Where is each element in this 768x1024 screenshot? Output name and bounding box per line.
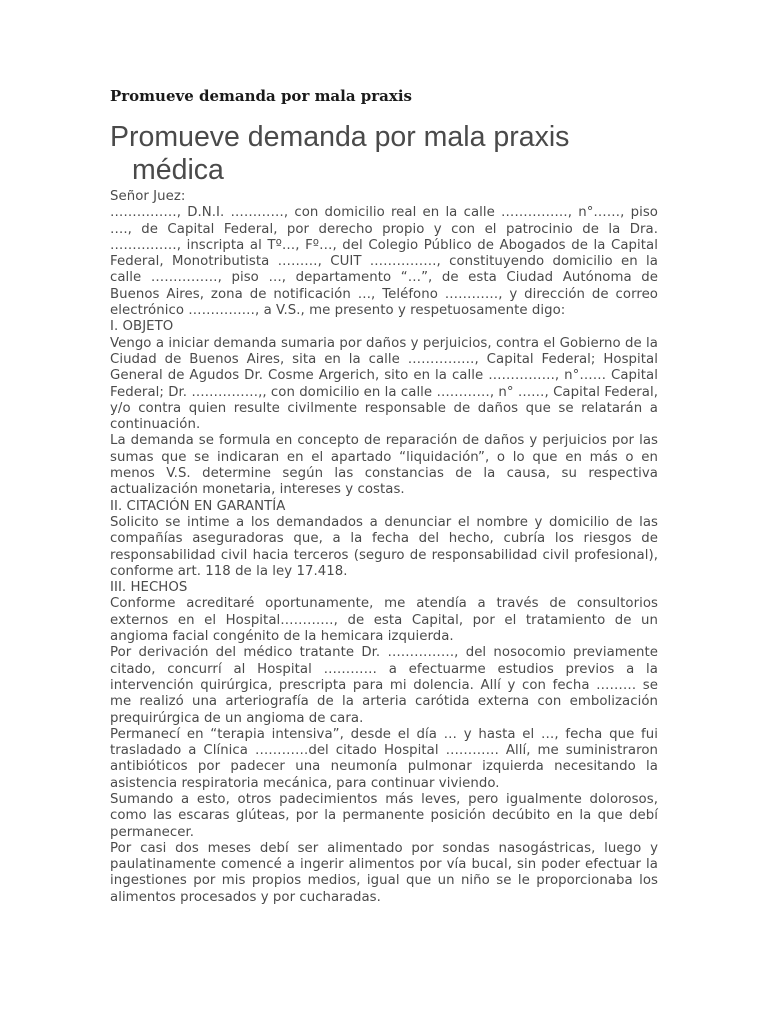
objeto-paragraph-2: La demanda se formula en concepto de reparación de daños y perjuicios por las sumas que se indicaran en el apartado “liquidación”, o lo que en más o en menos V.S. determine según las constancias de la causa, su respectiva actualización monetaria, intereses y costas. (110, 433, 658, 498)
hechos-paragraph-3: Permanecí en “terapia intensiva”, desde el día … y hasta el …, fecha que fui trasladado a Clínica …………del citado Hospital ………… Allí, me suministraron antibióticos por padecer una neumonía pulmonar izquierda necesitando la asistencia respiratoria mecánica, para continuar viviendo. (110, 726, 658, 791)
document-body (110, 189, 658, 906)
hechos-paragraph-1: Conforme acreditaré oportunamente, me atendía a través de consultorios externos en el Hospital…………, de esta Capital, por el tratamiento de un angioma facial congénito de la hemicara izquierda. (110, 596, 658, 645)
section-heading-objeto: I. OBJETO (110, 319, 174, 335)
hechos-paragraph-4: Sumando a esto, otros padecimientos más leves, pero igualmente dolorosos, como las escaras glúteas, por la permanente posición decúbito en la que debí permanecer. (110, 791, 658, 840)
page-title: Promueve demanda por mala praxis médica (110, 121, 570, 186)
objeto-paragraph-1: Vengo a iniciar demanda sumaria por daños y perjuicios, contra el Gobierno de la Ciudad de Buenos Aires, sita en la calle ……………, Capital Federal; Hospital General de Agudos Dr. Cosme Argerich, sito en la calle ……………, n°…… Capital Federal; Dr. ……………,, con domicilio en la calle …………, n° ……, Capital Federal, y/o contra quien resulte civilmente responsable de daños que se relatarán a continuación. (110, 335, 658, 433)
hechos-paragraph-5: Por casi dos meses debí ser alimentado por sondas nasogástricas, luego y paulatinamente comencé a ingerir alimentos por vía bucal, sin poder efectuar la ingestiones por mis propios medios, igual que un niño se le proporcionaba los alimentos procesados y por cucharadas. (110, 840, 658, 905)
hechos-paragraph-2: Por derivación del médico tratante Dr. ……………, del nosocomio previamente citado, concurrí al Hospital ………… a efectuarme estudios previos a la intervención quirúrgica, prescripta para mi dolencia. Allí y con fecha ……… se me realizó una arteriografía de la arteria carótida externa con embolización prequirúrgica de un angioma de cara. (110, 645, 658, 726)
section-heading-citacion: II. CITACIÓN EN GARANTÍA (110, 498, 286, 514)
citacion-paragraph: Solicito se intime a los demandados a denunciar el nombre y domicilio de las compañías aseguradoras que, a la fecha del hecho, cubría los riesgos de responsabilidad civil hacia terceros (seguro de responsabilidad civil profesional), conforme art. 118 de la ley 17.418. (110, 514, 658, 579)
intro-paragraph: ……………, D.N.I. …………, con domicilio real en la calle ……………, n°……, piso …., de Capital Federal, por derecho propio y con el patrocinio de la Dra. ……………, inscripta al Tº…, Fº…, del Colegio Público de Abogados de la Capital Federal, Monotributista ………, CUIT ……………, constituyendo domicilio en la calle ……………, piso …, departamento “…”, de esta Ciudad Autónoma de Buenos Aires, zona de notificación …, Teléfono …………, y dirección de correo electrónico ……………, a V.S., me presento y respetuosamente digo: (110, 205, 658, 319)
greeting: Señor Juez: (110, 189, 186, 204)
document-header-title: Promueve demanda por mala praxis (110, 87, 412, 105)
section-heading-hechos: III. HECHOS (110, 580, 188, 596)
